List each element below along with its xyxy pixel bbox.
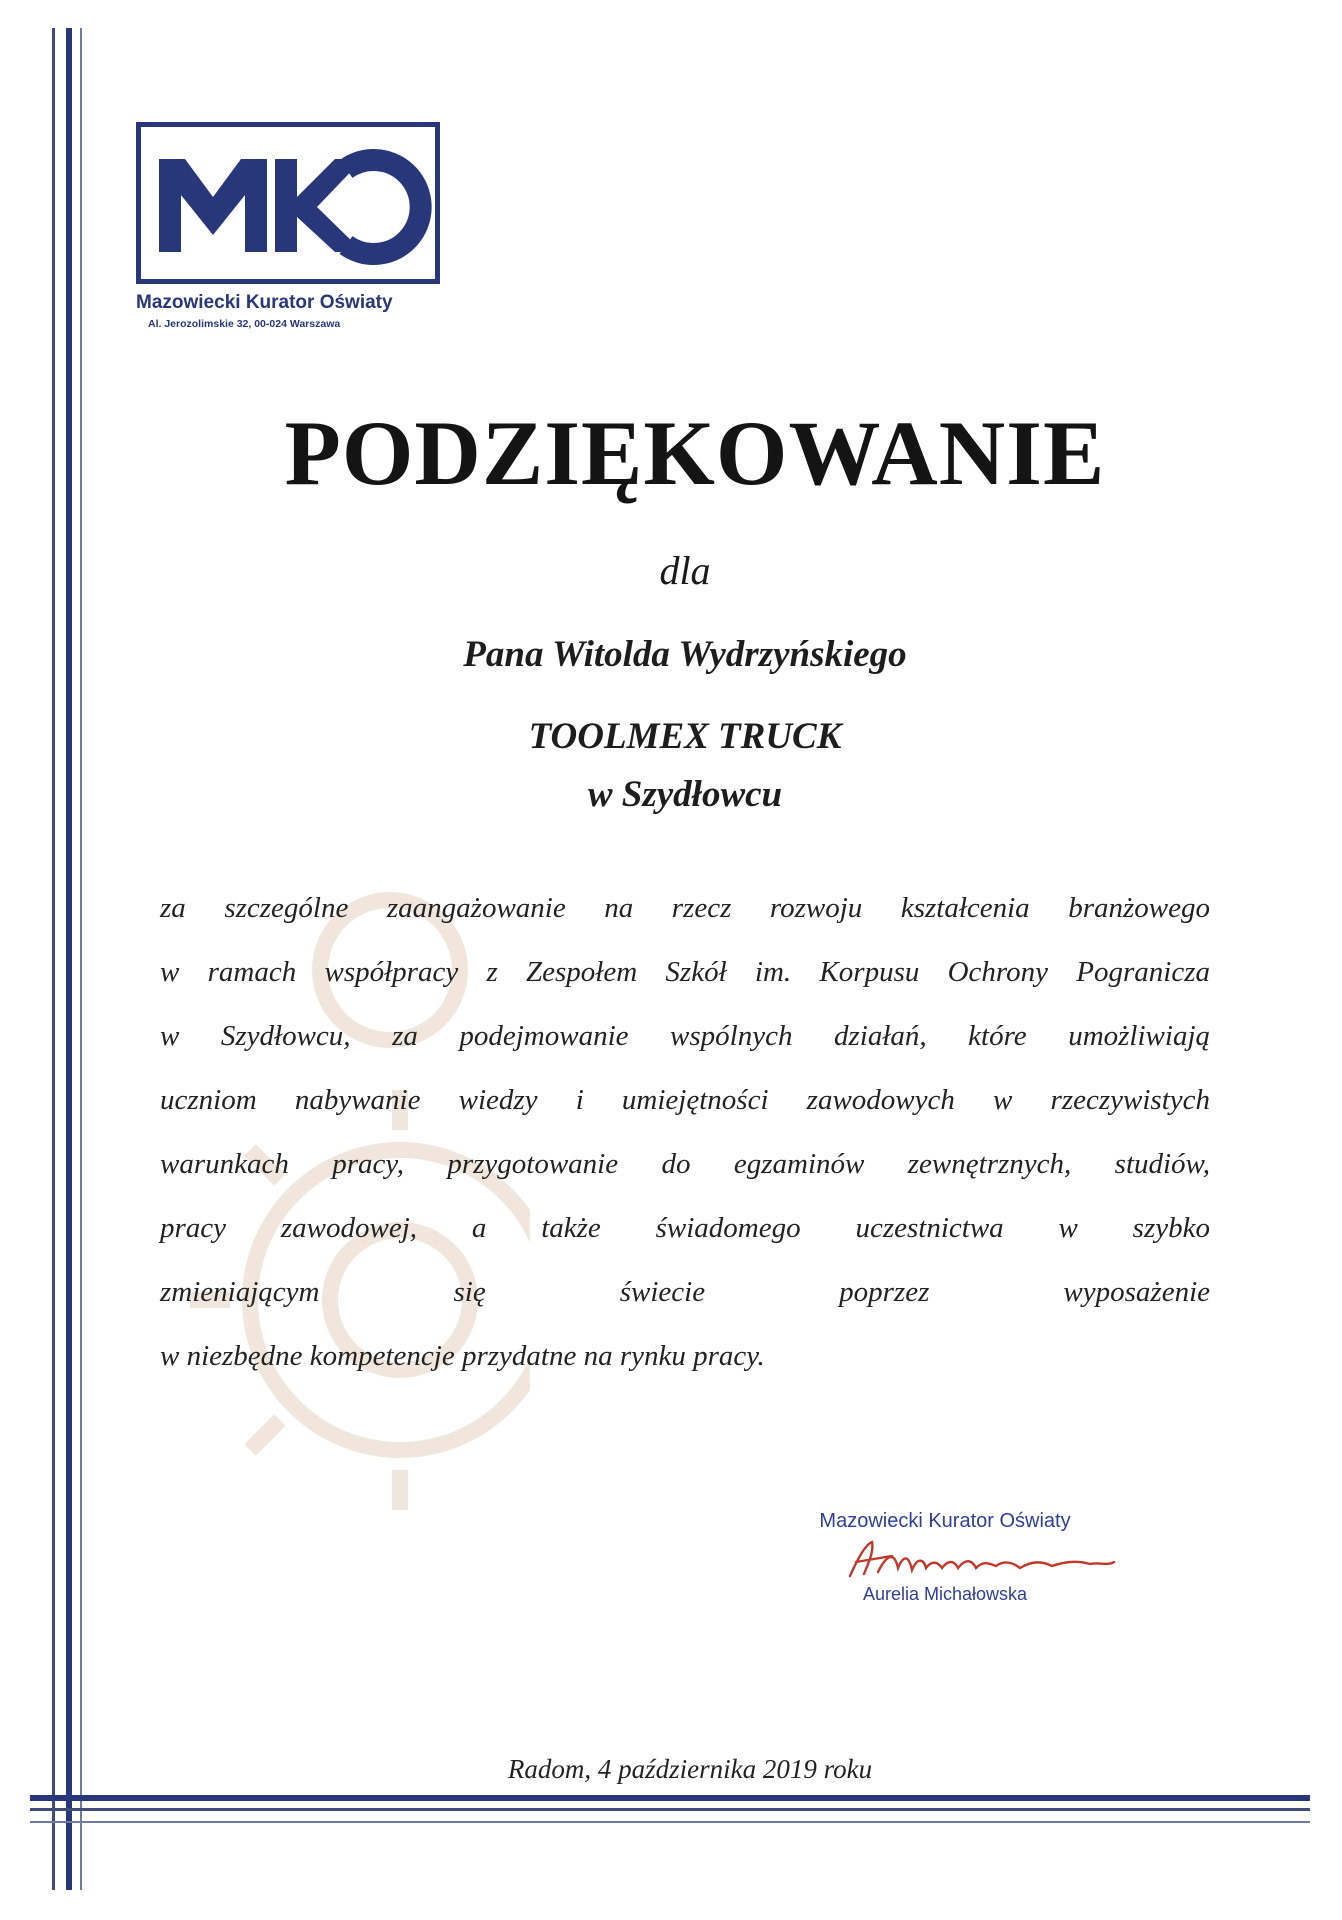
mko-logo bbox=[136, 122, 440, 284]
body-line: w niezbędne kompetencje przydatne na rynku pracy. bbox=[160, 1340, 765, 1372]
signature-stamp-title: Mazowiecki Kurator Oświaty bbox=[819, 1510, 1071, 1532]
body-line: warunkach pracy, przygotowanie do egzaminów zewnętrznych, studiów, bbox=[160, 1148, 1210, 1180]
signatory-name: Aurelia Michałowska bbox=[862, 1584, 1028, 1604]
body-line: za szczególne zaangażowanie na rzecz rozwoju kształcenia branżowego bbox=[160, 892, 1210, 924]
handwritten-signature bbox=[838, 1538, 1120, 1582]
frame-line-vertical-main bbox=[66, 28, 72, 1890]
frame-line-horizontal-inner bbox=[30, 1821, 1310, 1823]
recipient-name: Pana Witolda Wydrzyńskiego bbox=[463, 634, 907, 675]
company-place: w Szydłowcu bbox=[587, 774, 783, 815]
company-name: TOOLMEX TRUCK bbox=[528, 716, 842, 757]
body-text bbox=[160, 876, 1210, 1388]
frame-line-vertical-outer bbox=[52, 28, 55, 1890]
document-title: PODZIĘKOWANIE bbox=[284, 402, 1106, 504]
frame-line-vertical-inner bbox=[80, 28, 82, 1890]
frame-line-horizontal-main bbox=[30, 1795, 1310, 1801]
body-line: uczniom nabywanie wiedzy i umiejętności zawodowych w rzeczywistych bbox=[160, 1084, 1210, 1116]
body-line: w Szydłowcu, za podejmowanie wspólnych działań, które umożliwiają bbox=[160, 1020, 1210, 1052]
institution-address: Al. Jerozolimskie 32, 00-024 Warszawa bbox=[148, 318, 341, 330]
for-word: dla bbox=[659, 548, 711, 593]
body-line: w ramach współpracy z Zespołem Szkół im. Korpusu Ochrony Pogranicza bbox=[160, 956, 1210, 988]
body-line: pracy zawodowej, a także świadomego uczestnictwa w szybko bbox=[160, 1212, 1210, 1244]
place-and-date: Radom, 4 października 2019 roku bbox=[507, 1754, 873, 1784]
body-line: zmieniającym się świecie poprzez wyposażenie bbox=[160, 1276, 1210, 1308]
mko-logo-mark bbox=[141, 127, 435, 279]
frame-line-horizontal-middle bbox=[30, 1808, 1310, 1811]
institution-name: Mazowiecki Kurator Oświaty bbox=[136, 292, 393, 313]
